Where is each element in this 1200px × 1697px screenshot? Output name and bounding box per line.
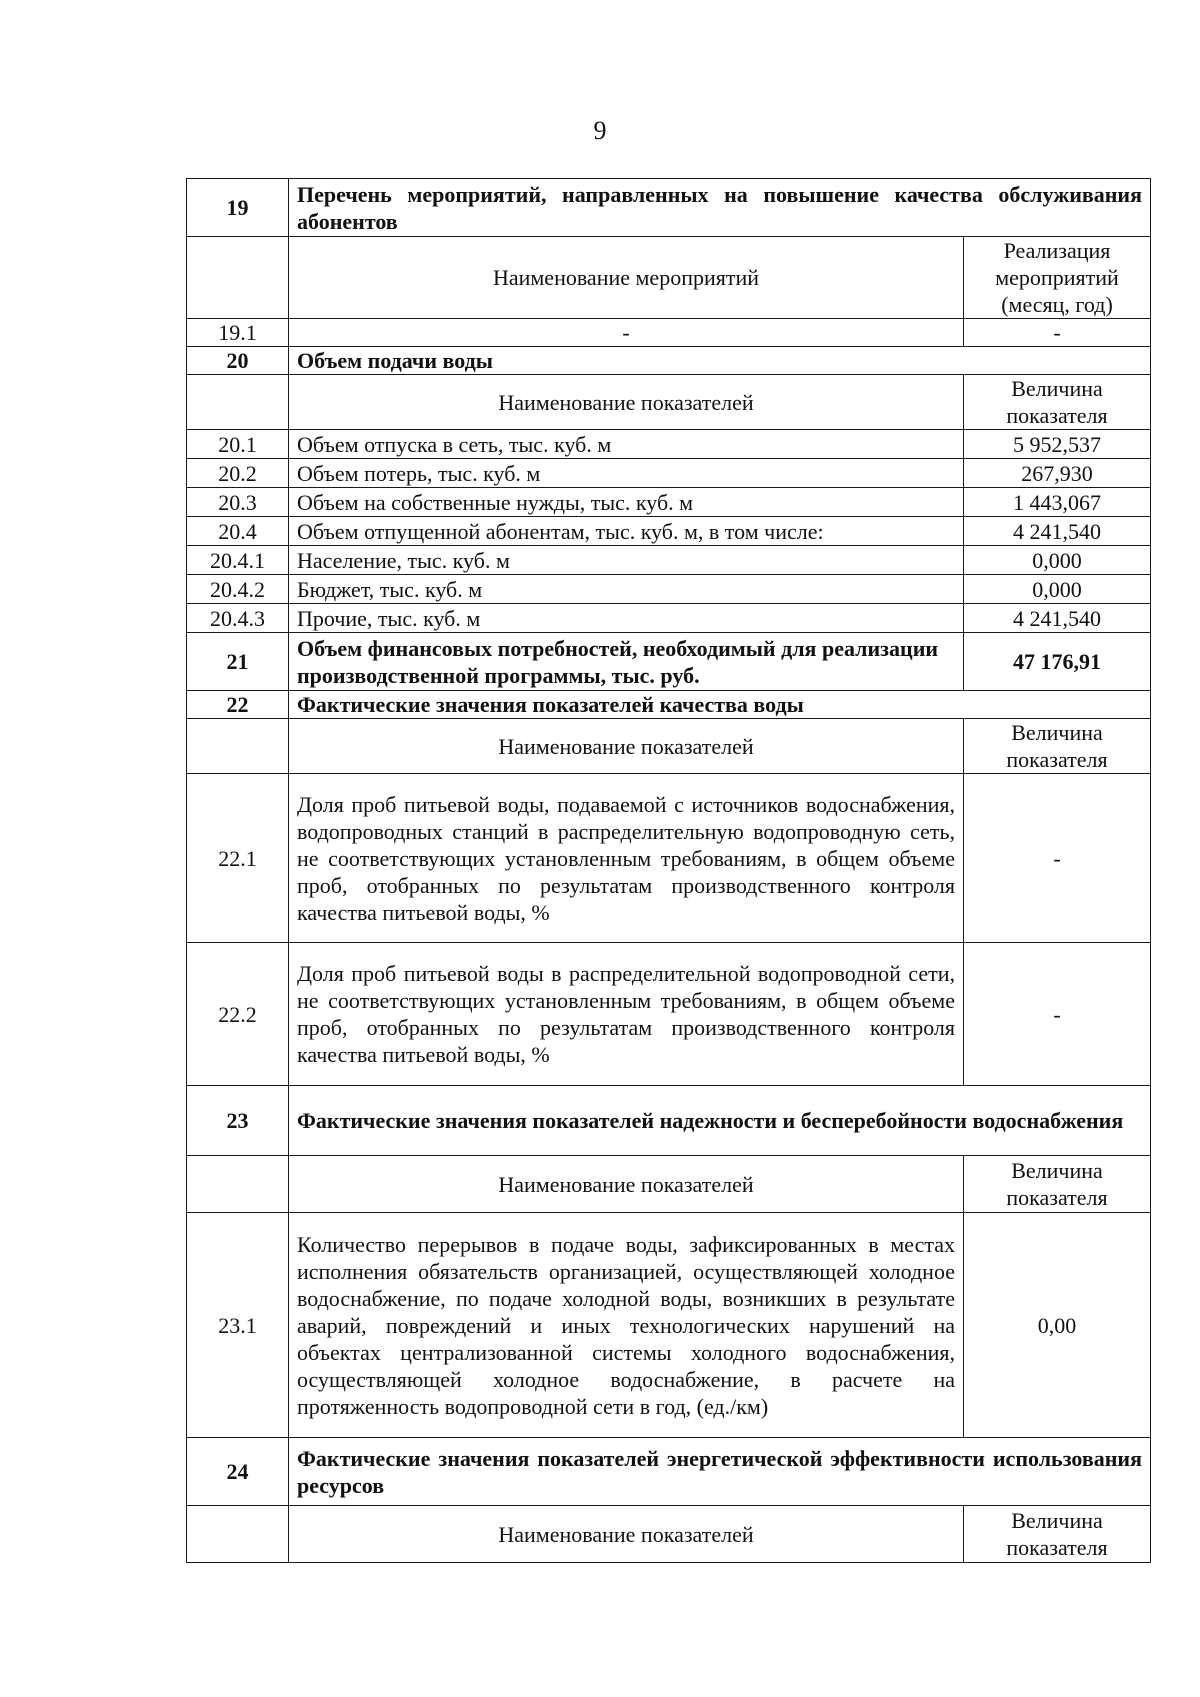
- column-header-name: Наименование показателей: [289, 719, 964, 774]
- row-number: 23.1: [187, 1213, 289, 1438]
- row-number: 20.2: [187, 459, 289, 488]
- row-number: 20.4.2: [187, 575, 289, 604]
- row-number: 19: [187, 179, 289, 237]
- row-value: -: [964, 774, 1151, 943]
- page-number: 9: [593, 116, 607, 145]
- section-title: Фактические значения показателей энергетической эффективности использования ресурсов: [289, 1438, 1151, 1506]
- section-row-20: [187, 347, 1151, 375]
- row-number: 20: [187, 347, 289, 375]
- table-row: [187, 430, 1151, 459]
- row-number: 21: [187, 633, 289, 691]
- row-name: Бюджет, тыс. куб. м: [289, 575, 964, 604]
- column-header-name: Наименование мероприятий: [289, 237, 964, 319]
- row-value: -: [964, 943, 1151, 1086]
- row-number: 22.1: [187, 774, 289, 943]
- column-header-name: Наименование показателей: [289, 375, 964, 430]
- column-header-name: Наименование показателей: [289, 1156, 964, 1213]
- row-name: Объем на собственные нужды, тыс. куб. м: [289, 488, 964, 517]
- row-value: 0,00: [964, 1213, 1151, 1438]
- section-row-23: [187, 1086, 1151, 1156]
- row-name: Количество перерывов в подаче воды, зафиксированных в местах исполнения обязательств организацией, осуществляющей холодное водоснабжение, по подаче холодной воды, возникших в результате аварий, повреждений и иных технологических нарушений на объектах централизованной системы холодного водоснабжения, осуществляющей холодное водоснабжение, в расчете на протяженность водопроводной сети в год, (ед./км): [289, 1213, 964, 1438]
- row-number: 20.3: [187, 488, 289, 517]
- table-row: [187, 546, 1151, 575]
- row-number: 20.4: [187, 517, 289, 546]
- row-number: 20.4.3: [187, 604, 289, 633]
- section-title: Объем подачи воды: [289, 347, 1151, 375]
- section-title: Перечень мероприятий, направленных на повышение качества обслуживания абонентов: [289, 179, 1151, 237]
- row-number-empty: [187, 1156, 289, 1213]
- header-row-24: [187, 1506, 1151, 1563]
- row-number-empty: [187, 719, 289, 774]
- header-row-19: [187, 237, 1151, 319]
- row-value: 47 176,91: [964, 633, 1151, 691]
- row-name: Объем отпущенной абонентам, тыс. куб. м, в том числе:: [289, 517, 964, 546]
- row-name: Прочие, тыс. куб. м: [289, 604, 964, 633]
- column-header-name: Наименование показателей: [289, 1506, 964, 1563]
- table-row: [187, 488, 1151, 517]
- section-title: Фактические значения показателей качества воды: [289, 691, 1151, 719]
- row-value: -: [964, 319, 1151, 347]
- row-number: 22.2: [187, 943, 289, 1086]
- column-header-value: Величина показателя: [964, 1156, 1151, 1213]
- table-row: [187, 319, 1151, 347]
- row-number: 20.4.1: [187, 546, 289, 575]
- table-row: [187, 459, 1151, 488]
- table-row: [187, 1213, 1151, 1438]
- row-number: 19.1: [187, 319, 289, 347]
- row-name: Доля проб питьевой воды, подаваемой с источников водоснабжения, водопроводных станций в распределительную водопроводную сеть, не соответствующих установленным требованиям, в общем объеме проб, отобранных по результатам производственного контроля качества питьевой воды, %: [289, 774, 964, 943]
- row-name: Население, тыс. куб. м: [289, 546, 964, 575]
- column-header-value: Величина показателя: [964, 1506, 1151, 1563]
- table-row: [187, 774, 1151, 943]
- column-header-value: Величина показателя: [964, 719, 1151, 774]
- row-number: 24: [187, 1438, 289, 1506]
- row-number: 20.1: [187, 430, 289, 459]
- header-row-22: [187, 719, 1151, 774]
- section-row-21: [187, 633, 1151, 691]
- section-row-19: [187, 179, 1151, 237]
- row-name: Объем отпуска в сеть, тыс. куб. м: [289, 430, 964, 459]
- row-value: 4 241,540: [964, 604, 1151, 633]
- row-value: 5 952,537: [964, 430, 1151, 459]
- table-row: [187, 604, 1151, 633]
- row-value: 1 443,067: [964, 488, 1151, 517]
- row-number-empty: [187, 237, 289, 319]
- section-row-22: [187, 691, 1151, 719]
- row-name: Объем потерь, тыс. куб. м: [289, 459, 964, 488]
- column-header-value: Величина показателя: [964, 375, 1151, 430]
- row-name: Доля проб питьевой воды в распределительной водопроводной сети, не соответствующих установленным требованиям, в общем объеме проб, отобранных по результатам производственного контроля качества питьевой воды, %: [289, 943, 964, 1086]
- section-title: Фактические значения показателей надежности и бесперебойности водоснабжения: [289, 1086, 1151, 1156]
- row-number: 23: [187, 1086, 289, 1156]
- column-header-value: Реализация мероприятий (месяц, год): [964, 237, 1151, 319]
- indicators-table: [186, 178, 1151, 1563]
- table-row: [187, 517, 1151, 546]
- table-row: [187, 575, 1151, 604]
- row-value: 4 241,540: [964, 517, 1151, 546]
- row-number-empty: [187, 375, 289, 430]
- row-value: 0,000: [964, 575, 1151, 604]
- section-row-24: [187, 1438, 1151, 1506]
- header-row-20: [187, 375, 1151, 430]
- header-row-23: [187, 1156, 1151, 1213]
- row-value: 267,930: [964, 459, 1151, 488]
- row-value: 0,000: [964, 546, 1151, 575]
- row-number: 22: [187, 691, 289, 719]
- table-row: [187, 943, 1151, 1086]
- section-title: Объем финансовых потребностей, необходимый для реализации производственной программы, тыс. руб.: [289, 633, 964, 691]
- row-number-empty: [187, 1506, 289, 1563]
- row-name: -: [289, 319, 964, 347]
